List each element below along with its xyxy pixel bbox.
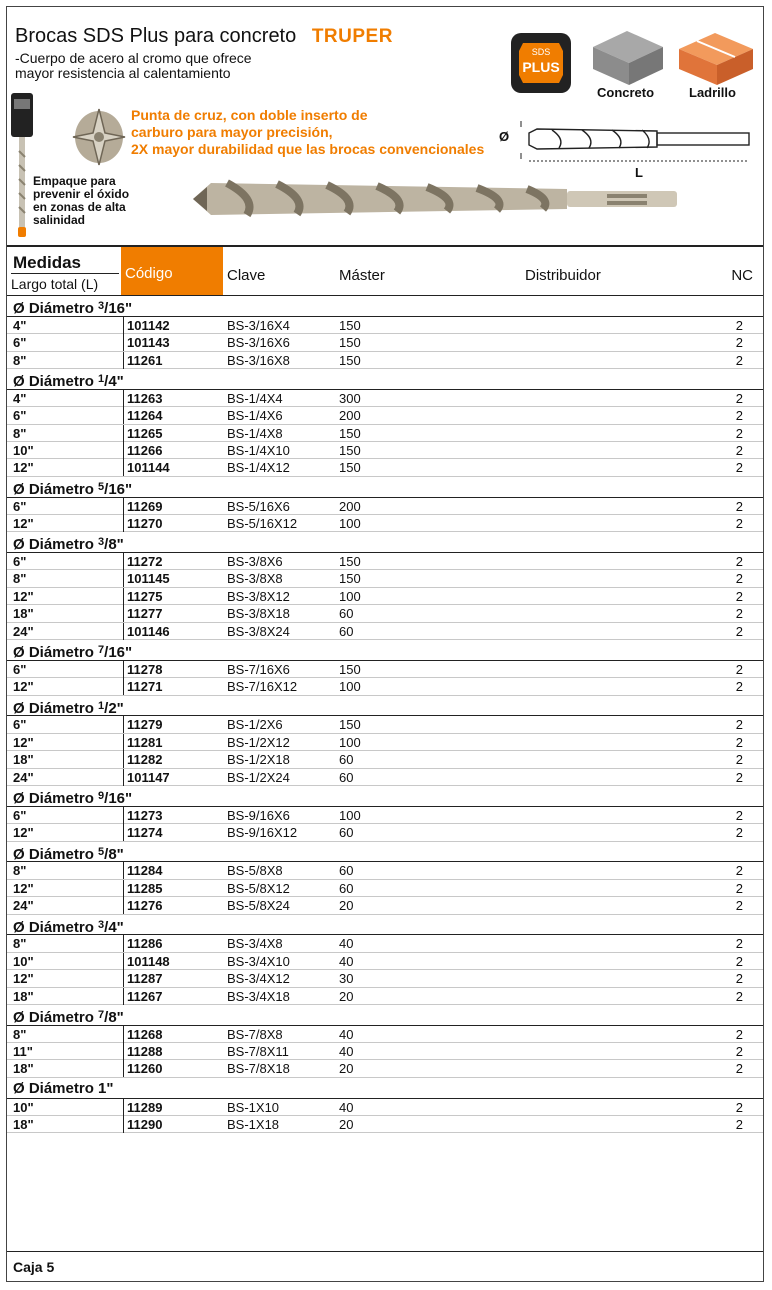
cell-codigo: 11271 <box>123 678 162 695</box>
sds-bottom-text: PLUS <box>522 59 560 75</box>
header-largo: Largo total (L) <box>11 273 119 292</box>
table-header <box>7 245 763 296</box>
feature-text <box>131 107 491 158</box>
cell-clave: BS-1/4X6 <box>227 408 283 424</box>
cell-master: 60 <box>339 769 354 785</box>
product-table <box>7 245 763 1133</box>
feature-line: Punta de cruz, con doble inserto de <box>131 107 368 123</box>
cell-nc: 2 <box>735 352 743 368</box>
cell-medida: 12" <box>13 825 34 841</box>
cell-medida: 8" <box>13 863 27 879</box>
cell-medida: 6" <box>13 661 27 677</box>
cell-medida: 12" <box>13 679 34 695</box>
package-line: Empaque para <box>33 174 116 188</box>
cell-master: 60 <box>339 825 354 841</box>
cell-nc: 2 <box>735 425 743 441</box>
cell-codigo: 11261 <box>123 352 162 369</box>
cell-master: 60 <box>339 623 354 639</box>
cell-clave: BS-3/16X6 <box>227 335 290 351</box>
cell-medida: 24" <box>13 898 34 914</box>
cell-master: 100 <box>339 515 361 531</box>
cell-clave: BS-9/16X12 <box>227 825 298 841</box>
diameter-value: $^7$/8" <box>98 1008 124 1026</box>
cell-clave: BS-5/16X12 <box>227 515 298 531</box>
cell-nc: 2 <box>735 1026 743 1042</box>
cell-clave: BS-3/4X18 <box>227 988 290 1004</box>
cell-medida: 12" <box>13 971 34 987</box>
table-row <box>7 970 763 987</box>
table-row <box>7 807 763 824</box>
cell-nc: 2 <box>735 988 743 1004</box>
table-row <box>7 553 763 570</box>
cell-nc: 2 <box>735 1061 743 1077</box>
diameter-section-header <box>7 640 763 661</box>
cell-medida: 12" <box>13 460 34 476</box>
cell-clave: BS-1X10 <box>227 1099 280 1115</box>
cell-medida: 6" <box>13 408 27 424</box>
length-symbol: L <box>635 165 643 180</box>
cell-codigo: 11277 <box>123 605 162 622</box>
cell-codigo: 11269 <box>123 498 162 515</box>
cell-medida: 10" <box>13 1099 34 1115</box>
cell-codigo: 11272 <box>123 553 162 570</box>
cell-codigo: 11279 <box>123 716 162 733</box>
cell-nc: 2 <box>735 317 743 333</box>
cell-codigo: 11284 <box>123 862 162 879</box>
cell-codigo: 11264 <box>123 407 162 424</box>
cell-clave: BS-3/8X8 <box>227 571 283 587</box>
cell-clave: BS-9/16X6 <box>227 807 290 823</box>
package-image <box>9 91 35 241</box>
cell-medida: 18" <box>13 752 34 768</box>
cell-medida: 12" <box>13 588 34 604</box>
cell-codigo: 11290 <box>123 1116 162 1133</box>
cell-codigo: 101142 <box>123 317 170 334</box>
table-row <box>7 1026 763 1043</box>
dimension-diagram <box>507 113 757 169</box>
cell-codigo: 101148 <box>123 953 170 970</box>
table-row <box>7 407 763 424</box>
page-title: Brocas SDS Plus para concreto <box>15 25 297 47</box>
cell-medida: 24" <box>13 623 34 639</box>
table-row <box>7 716 763 733</box>
diameter-section-header <box>7 842 763 863</box>
cell-codigo: 101144 <box>123 459 170 476</box>
drill-bit-image <box>187 171 687 227</box>
cell-medida: 8" <box>13 425 27 441</box>
cell-codigo: 11278 <box>123 661 162 678</box>
cell-codigo: 11286 <box>123 935 162 952</box>
cell-clave: BS-3/4X8 <box>227 936 283 952</box>
cell-clave: BS-3/16X4 <box>227 317 290 333</box>
diameter-label: Ø Diámetro <box>13 1079 99 1097</box>
cell-master: 100 <box>339 588 361 604</box>
cell-master: 150 <box>339 317 361 333</box>
cell-clave: BS-1/4X4 <box>227 390 283 406</box>
cell-clave: BS-5/8X8 <box>227 863 283 879</box>
diameter-value: $^3$/8" <box>98 536 124 554</box>
product-sheet <box>6 6 764 1282</box>
diameter-value: $^3$/16" <box>98 300 133 317</box>
cell-medida: 6" <box>13 807 27 823</box>
package-line: en zonas de alta <box>33 200 126 214</box>
package-line: salinidad <box>33 213 86 227</box>
feature-line: carburo para mayor precisión, <box>131 124 333 140</box>
cell-nc: 2 <box>735 1044 743 1060</box>
diameter-symbol: Ø <box>499 129 510 144</box>
cell-medida: 6" <box>13 498 27 514</box>
cell-medida: 10" <box>13 953 34 969</box>
cell-codigo: 11267 <box>123 988 162 1005</box>
table-row <box>7 515 763 532</box>
diameter-value: $^3$/4" <box>98 918 124 936</box>
cell-master: 40 <box>339 1026 354 1042</box>
cell-codigo: 101145 <box>123 570 170 587</box>
cell-medida: 11" <box>13 1044 33 1060</box>
header-master: Máster <box>339 267 385 284</box>
cell-nc: 2 <box>735 953 743 969</box>
diameter-value: $^1$/4" <box>98 372 124 390</box>
table-row <box>7 661 763 678</box>
cell-codigo: 11265 <box>123 425 162 442</box>
cell-master: 300 <box>339 390 361 406</box>
cell-codigo: 11285 <box>123 880 162 897</box>
cell-medida: 8" <box>13 1026 27 1042</box>
diameter-value: $^9$/16" <box>98 789 133 807</box>
header-clave: Clave <box>227 267 266 284</box>
cell-master: 150 <box>339 717 361 733</box>
cell-codigo: 11266 <box>123 442 162 459</box>
brand-logo: TRUPER <box>311 26 393 47</box>
cell-clave: BS-3/8X18 <box>227 606 290 622</box>
table-row <box>7 570 763 587</box>
cell-medida: 18" <box>13 1117 34 1133</box>
diameter-label: Ø Diámetro <box>13 845 99 863</box>
cell-master: 100 <box>339 734 361 750</box>
diameter-section-header <box>7 477 763 498</box>
header-codigo: Código <box>121 247 223 295</box>
package-line: prevenir el óxido <box>33 187 130 201</box>
cell-master: 20 <box>339 1061 354 1077</box>
diameter-label: Ø Diámetro <box>13 644 99 662</box>
subtitle-line: -Cuerpo de acero al cromo que ofrece <box>15 50 252 66</box>
cell-clave: BS-1/4X10 <box>227 442 290 458</box>
cell-medida: 24" <box>13 769 34 785</box>
diameter-section-header <box>7 696 763 717</box>
cell-master: 100 <box>339 679 361 695</box>
cell-nc: 2 <box>735 588 743 604</box>
cross-tip-icon <box>71 103 127 167</box>
cell-clave: BS-7/8X18 <box>227 1061 290 1077</box>
cell-medida: 18" <box>13 1061 34 1077</box>
cell-codigo: 11275 <box>123 588 162 605</box>
cell-nc: 2 <box>735 515 743 531</box>
diameter-label: Ø Diámetro <box>13 699 99 717</box>
cell-clave: BS-7/8X8 <box>227 1026 283 1042</box>
table-row <box>7 459 763 476</box>
diameter-value: 1" <box>98 1079 114 1097</box>
cell-codigo: 11263 <box>123 390 162 407</box>
cell-medida: 8" <box>13 936 27 952</box>
cell-master: 60 <box>339 863 354 879</box>
table-row <box>7 862 763 879</box>
diameter-value: $^7$/16" <box>98 644 133 662</box>
cell-nc: 2 <box>735 554 743 570</box>
table-row <box>7 935 763 952</box>
diameter-value: $^1$/2" <box>98 699 124 717</box>
diameter-label: Ø Diámetro <box>13 1008 99 1026</box>
cell-nc: 2 <box>735 498 743 514</box>
table-row <box>7 988 763 1005</box>
cell-clave: BS-3/8X12 <box>227 588 290 604</box>
cell-nc: 2 <box>735 335 743 351</box>
cell-nc: 2 <box>735 936 743 952</box>
diameter-section-header <box>7 786 763 807</box>
table-row <box>7 1099 763 1116</box>
cell-clave: BS-1/2X24 <box>227 769 290 785</box>
cell-nc: 2 <box>735 408 743 424</box>
diameter-label: Ø Diámetro <box>13 300 99 317</box>
cell-master: 150 <box>339 352 361 368</box>
diameter-label: Ø Diámetro <box>13 789 99 807</box>
header-nc: NC <box>731 267 753 284</box>
cell-medida: 18" <box>13 988 34 1004</box>
cell-nc: 2 <box>735 460 743 476</box>
cell-master: 150 <box>339 442 361 458</box>
cell-clave: BS-5/8X24 <box>227 898 290 914</box>
cell-medida: 4" <box>13 390 27 406</box>
diameter-section-header <box>7 296 763 317</box>
cell-nc: 2 <box>735 825 743 841</box>
table-row <box>7 824 763 841</box>
cell-codigo: 101147 <box>123 769 170 786</box>
table-row <box>7 623 763 640</box>
cell-nc: 2 <box>735 863 743 879</box>
cell-codigo: 11282 <box>123 751 162 768</box>
diameter-label: Ø Diámetro <box>13 918 99 936</box>
subtitle <box>15 51 345 81</box>
cell-nc: 2 <box>735 769 743 785</box>
cell-clave: BS-3/4X10 <box>227 953 290 969</box>
sds-top-text: SDS <box>531 47 551 57</box>
cell-clave: BS-5/16X6 <box>227 498 290 514</box>
material-label-brick: Ladrillo <box>689 85 736 100</box>
table-row <box>7 1060 763 1077</box>
table-row <box>7 880 763 897</box>
table-row <box>7 769 763 786</box>
cell-nc: 2 <box>735 1117 743 1133</box>
cell-nc: 2 <box>735 971 743 987</box>
cell-medida: 18" <box>13 606 34 622</box>
cell-codigo: 11260 <box>123 1060 162 1077</box>
cell-master: 200 <box>339 498 361 514</box>
package-text <box>33 175 143 227</box>
diameter-value: $^5$/8" <box>98 845 124 863</box>
cell-master: 200 <box>339 408 361 424</box>
cell-master: 40 <box>339 1044 354 1060</box>
cell-master: 20 <box>339 898 354 914</box>
cell-codigo: 11270 <box>123 515 162 532</box>
diameter-section-header <box>7 532 763 553</box>
footer-divider <box>7 1251 763 1252</box>
cell-codigo: 11289 <box>123 1099 162 1116</box>
cell-clave: BS-7/16X6 <box>227 661 290 677</box>
cell-clave: BS-7/8X11 <box>227 1044 289 1060</box>
table-row <box>7 897 763 914</box>
cell-medida: 4" <box>13 317 27 333</box>
cell-master: 100 <box>339 807 361 823</box>
feature-line: 2X mayor durabilidad que las brocas convencionales <box>131 141 485 157</box>
table-row <box>7 352 763 369</box>
cell-medida: 6" <box>13 717 27 733</box>
table-row <box>7 317 763 334</box>
cell-clave: BS-1/2X6 <box>227 717 283 733</box>
diameter-section-header <box>7 1005 763 1026</box>
table-row <box>7 734 763 751</box>
header <box>7 7 763 245</box>
cell-clave: BS-1/4X12 <box>227 460 290 476</box>
cell-master: 150 <box>339 571 361 587</box>
cell-medida: 6" <box>13 335 27 351</box>
cell-codigo: 101146 <box>123 623 170 640</box>
concrete-block-icon <box>589 27 667 89</box>
cell-nc: 2 <box>735 734 743 750</box>
title-row <box>15 25 393 48</box>
cell-codigo: 11274 <box>123 824 162 841</box>
table-row <box>7 442 763 459</box>
cell-nc: 2 <box>735 606 743 622</box>
cell-master: 150 <box>339 661 361 677</box>
diameter-section-header <box>7 369 763 390</box>
cell-clave: BS-1X18 <box>227 1117 280 1133</box>
cell-nc: 2 <box>735 717 743 733</box>
cell-master: 150 <box>339 460 361 476</box>
cell-nc: 2 <box>735 623 743 639</box>
cell-codigo: 11273 <box>123 807 162 824</box>
diameter-value: $^5$/16" <box>98 480 133 498</box>
cell-master: 150 <box>339 425 361 441</box>
cell-nc: 2 <box>735 898 743 914</box>
brick-icon <box>675 27 757 89</box>
cell-master: 30 <box>339 971 354 987</box>
cell-medida: 12" <box>13 734 34 750</box>
table-row <box>7 498 763 515</box>
cell-nc: 2 <box>735 1099 743 1115</box>
cell-nc: 2 <box>735 679 743 695</box>
table-body <box>7 296 763 1133</box>
material-label-concrete: Concreto <box>597 85 655 100</box>
cell-medida: 12" <box>13 515 34 531</box>
cell-medida: 10" <box>13 442 34 458</box>
cell-medida: 12" <box>13 880 34 896</box>
cell-nc: 2 <box>735 807 743 823</box>
table-row <box>7 1116 763 1133</box>
cell-master: 150 <box>339 335 361 351</box>
cell-nc: 2 <box>735 661 743 677</box>
cell-master: 20 <box>339 1117 354 1133</box>
diameter-section-header <box>7 1078 763 1099</box>
footer-caja: Caja 5 <box>13 1259 55 1275</box>
table-row <box>7 751 763 768</box>
diameter-section-header <box>7 915 763 936</box>
cell-codigo: 11287 <box>123 970 162 987</box>
cell-codigo: 101143 <box>123 334 170 351</box>
cell-master: 60 <box>339 752 354 768</box>
cell-master: 60 <box>339 880 354 896</box>
cell-clave: BS-3/16X8 <box>227 352 290 368</box>
cell-medida: 8" <box>13 571 27 587</box>
cell-master: 60 <box>339 606 354 622</box>
cell-nc: 2 <box>735 390 743 406</box>
table-row <box>7 334 763 351</box>
cell-codigo: 11268 <box>123 1026 162 1043</box>
cell-codigo: 11288 <box>123 1043 162 1060</box>
header-medidas: Medidas <box>13 253 82 272</box>
cell-codigo: 11276 <box>123 897 162 914</box>
table-row <box>7 390 763 407</box>
table-row <box>7 588 763 605</box>
cell-nc: 2 <box>735 571 743 587</box>
cell-clave: BS-1/4X8 <box>227 425 283 441</box>
cell-medida: 6" <box>13 554 27 570</box>
subtitle-line: mayor resistencia al calentamiento <box>15 65 231 81</box>
cell-master: 40 <box>339 953 354 969</box>
cell-codigo: 11281 <box>123 734 162 751</box>
cell-clave: BS-3/8X6 <box>227 554 283 570</box>
cell-master: 40 <box>339 1099 354 1115</box>
table-row <box>7 605 763 622</box>
cell-nc: 2 <box>735 752 743 768</box>
cell-medida: 8" <box>13 352 27 368</box>
table-row <box>7 953 763 970</box>
cell-master: 40 <box>339 936 354 952</box>
diameter-label: Ø Diámetro <box>13 536 99 554</box>
cell-clave: BS-3/4X12 <box>227 971 290 987</box>
cell-clave: BS-3/8X24 <box>227 623 290 639</box>
table-row <box>7 678 763 695</box>
table-row <box>7 425 763 442</box>
cell-nc: 2 <box>735 442 743 458</box>
diameter-label: Ø Diámetro <box>13 480 99 498</box>
header-distribuidor: Distribuidor <box>525 267 601 284</box>
cell-clave: BS-1/2X12 <box>227 734 290 750</box>
cell-clave: BS-7/16X12 <box>227 679 298 695</box>
cell-clave: BS-1/2X18 <box>227 752 290 768</box>
cell-master: 20 <box>339 988 354 1004</box>
cell-nc: 2 <box>735 880 743 896</box>
diameter-label: Ø Diámetro <box>13 372 99 390</box>
table-row <box>7 1043 763 1060</box>
cell-clave: BS-5/8X12 <box>227 880 290 896</box>
cell-master: 150 <box>339 554 361 570</box>
